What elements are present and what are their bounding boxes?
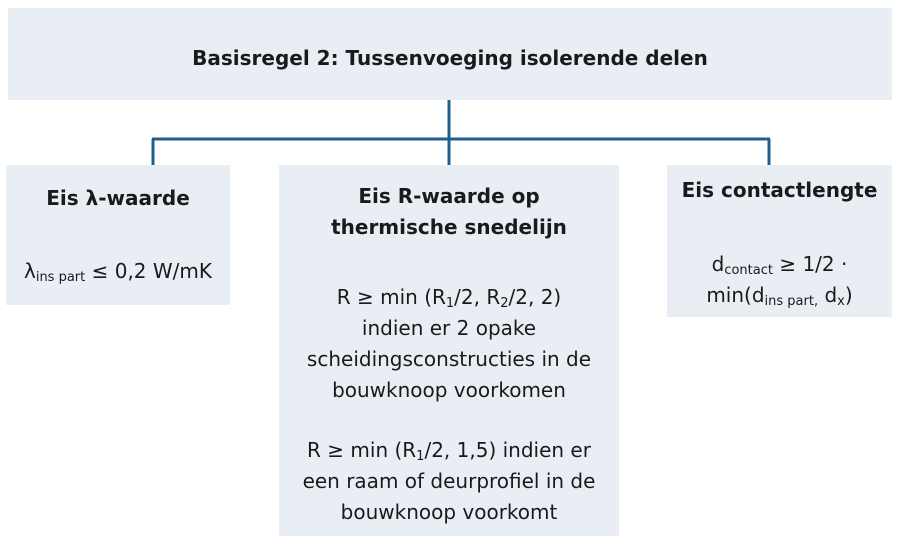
contact-heading: Eis contactlengte [681, 178, 878, 202]
r-rule-1: $R \ge \min (R_1/2$, $R_2/2$, 2) indien er 2 opake scheidingsconstructies in de bouwknoop voorkomen [279, 282, 619, 406]
r-rule-1-formula: $R \ge \min (R_1/2$, $R_2/2$, 2) [336, 285, 562, 311]
contact-length-requirement-box [667, 165, 892, 317]
lambda-formula: $\lambda_{ins part} \le 0,2$ W/mK [23, 259, 212, 285]
r-rule-2-formula: $R \ge \min (R_1/2$, 1,5) indien er [307, 438, 591, 464]
diagram-title: Basisregel 2: Tussenvoeging isolerende delen [192, 46, 708, 70]
r-value-requirement-box [279, 165, 619, 536]
r-rule-2: $R \ge \min (R_1/2$, 1,5) indien er een raam of deurprofiel in de bouwknoop voorkomt [279, 435, 619, 528]
lambda-requirement-box [6, 165, 230, 305]
contact-formula: $d_{contact} \ge 1/2$ · $\min(d_{ins part,}$ $d_x$) [706, 252, 853, 309]
title-box [8, 8, 892, 100]
lambda-heading: Eis λ-waarde [46, 186, 190, 210]
r-heading: Eis R-waarde op thermische snedelijn [331, 184, 567, 239]
